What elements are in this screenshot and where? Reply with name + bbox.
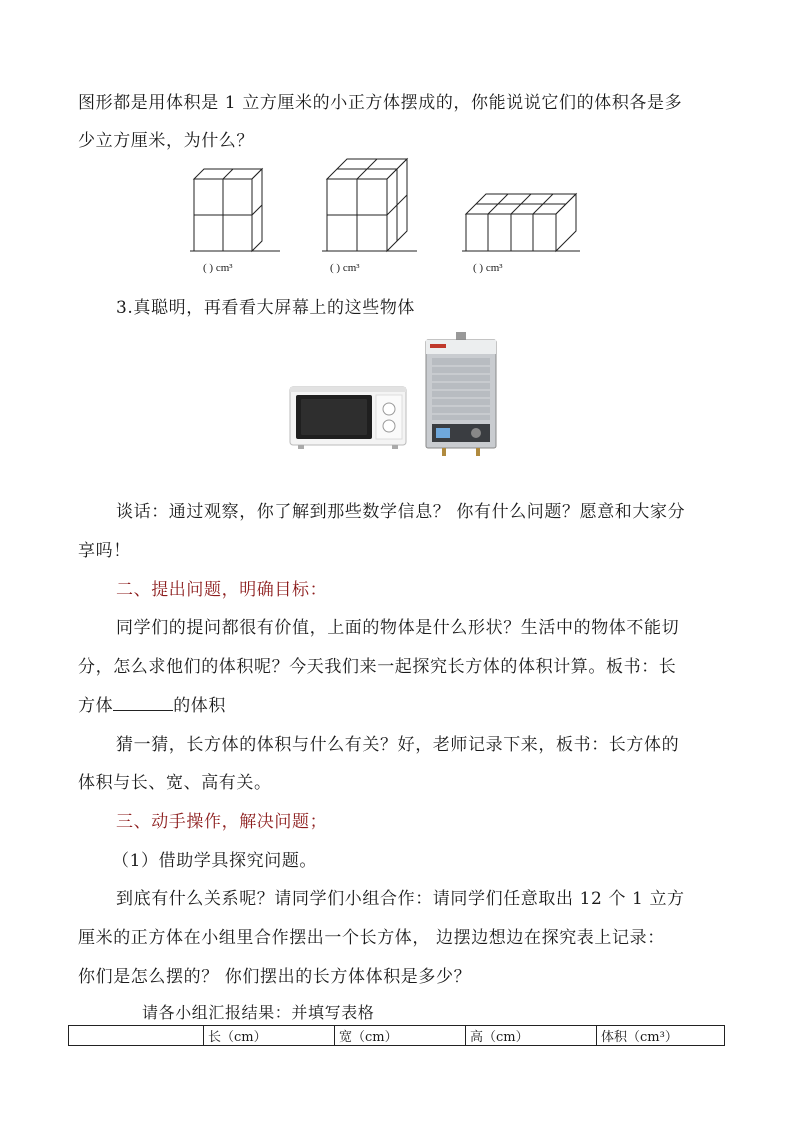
table-header-cell: 体积（cm³） <box>597 1026 725 1046</box>
paragraph-line: 图形都是用体积是 1 立方厘米的小正方体摆成的，你能说说它们的体积各是多 <box>78 93 683 113</box>
table-header-cell <box>69 1026 204 1046</box>
figure-caption: ( ) cm³ <box>473 262 503 274</box>
paragraph-line: 3.真聪明，再看看大屏幕上的这些物体 <box>116 298 416 318</box>
record-table <box>68 1025 725 1046</box>
paragraph-line: 到底有什么关系呢？请同学们小组合作：请同学们任意取出 12 个 1 立方 <box>116 889 685 909</box>
paragraph-line: 分，怎么求他们的体积呢？今天我们来一起探究长方体的体积计算。板书：长 <box>78 657 677 677</box>
paragraph-line: 享吗！ <box>78 541 131 561</box>
cube-figure-3 <box>462 190 582 260</box>
water-heater-image <box>420 332 502 458</box>
microwave-image <box>288 383 410 451</box>
subheading: （1）借助学具探究问题。 <box>112 851 318 871</box>
table-header-row <box>69 1026 725 1046</box>
paragraph-line: 少立方厘米，为什么？ <box>78 131 254 151</box>
paragraph-line: 厘米的正方体在小组里合作摆出一个长方体， 边摆边想边在探究表上记录： <box>78 928 665 948</box>
figure-caption: ( ) cm³ <box>203 262 233 274</box>
table-header-cell: 高（cm） <box>466 1026 597 1046</box>
paragraph-line: 同学们的提问都很有价值，上面的物体是什么形状？生活中的物体不能切 <box>116 618 680 638</box>
section-heading: 二、提出问题，明确目标： <box>116 580 328 600</box>
paragraph-line: 谈话：通过观察，你了解到那些数学信息？ 你有什么问题？愿意和大家分 <box>116 502 686 522</box>
paragraph-line: 猜一猜，长方体的体积与什么有关？好，老师记录下来，板书：长方体的 <box>116 735 680 755</box>
paragraph-line: 请各小组汇报结果：并填写表格 <box>142 1003 375 1022</box>
section-heading: 三、动手操作，解决问题； <box>116 812 328 832</box>
cube-figure-1 <box>190 165 280 260</box>
text-prefix: 方体 <box>78 696 114 716</box>
paragraph-line <box>78 691 226 716</box>
paragraph-line: 体积与长、宽、高有关。 <box>78 773 272 793</box>
fill-blank <box>113 696 173 711</box>
figure-caption: ( ) cm³ <box>330 262 360 274</box>
table-header-cell: 长（cm） <box>204 1026 335 1046</box>
paragraph-line: 你们是怎么摆的？ 你们摆出的长方体体积是多少？ <box>78 967 472 987</box>
cube-figure-2 <box>322 155 417 260</box>
table-header-cell: 宽（cm） <box>335 1026 466 1046</box>
text-suffix: 的体积 <box>173 696 227 716</box>
